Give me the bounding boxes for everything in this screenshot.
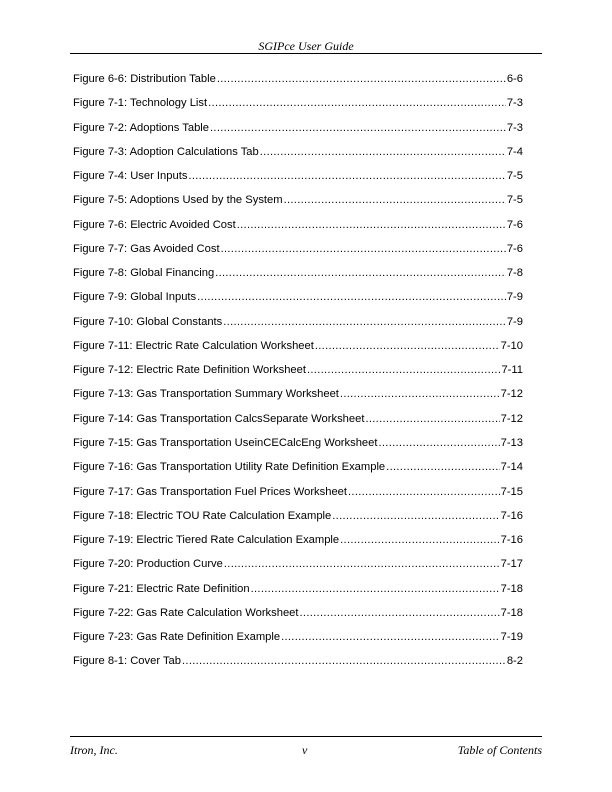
toc-entry-page: 7-12 [500, 388, 523, 401]
toc-entry-page: 7-19 [500, 631, 523, 644]
toc-entry-page: 7-4 [506, 145, 523, 158]
toc-entry[interactable] [73, 219, 523, 243]
toc-entry-label: Figure 6-6: Distribution Table [73, 73, 216, 85]
toc-entry-page: 7-9 [506, 291, 523, 304]
toc-entry-label: Figure 7-4: User Inputs [73, 170, 188, 183]
header-rule [70, 53, 542, 54]
dot-leader [365, 413, 499, 425]
toc-entry[interactable] [73, 486, 523, 510]
toc-entry-page: 7-17 [500, 558, 523, 571]
toc-entry-page: 7-8 [506, 267, 523, 280]
dot-leader [386, 461, 499, 473]
footer-company: Itron, Inc. [70, 743, 118, 757]
dot-leader [260, 146, 506, 158]
toc-entry[interactable] [73, 146, 523, 170]
toc-entry-label: Figure 7-7: Gas Avoided Cost [73, 242, 220, 255]
toc-entry-label: Figure 7-11: Electric Rate Calculation Worksheet [73, 339, 314, 352]
dot-leader [182, 655, 506, 667]
toc-entry-page: 7-16 [500, 534, 523, 547]
toc-entry-label: Figure 7-22: Gas Rate Calculation Worksheet [73, 606, 299, 619]
toc-entry-label: Figure 7-19: Electric Tiered Rate Calculation Example [73, 534, 340, 547]
toc-entry-label: Figure 7-18: Electric TOU Rate Calculation Example [73, 509, 332, 522]
dot-leader [307, 364, 500, 376]
dot-leader [340, 388, 500, 400]
toc-entry-page: 7-15 [500, 485, 523, 498]
toc-entry-page: 7-3 [506, 121, 523, 134]
dot-leader [251, 583, 500, 595]
toc-entry-label: Figure 7-6: Electric Avoided Cost [73, 218, 236, 231]
toc-entry[interactable] [73, 558, 523, 582]
toc-entry-page: 7-18 [500, 582, 523, 595]
toc-entry[interactable] [73, 316, 523, 340]
toc-entry-label: Figure 7-10: Global Constants [73, 315, 223, 328]
dot-leader [221, 243, 506, 255]
dot-leader [217, 73, 506, 85]
toc-entry-label: Figure 7-15: Gas Transportation UseinCECalcEng Worksheet [73, 436, 378, 449]
toc-entry[interactable] [73, 73, 523, 97]
toc-entry[interactable] [73, 510, 523, 534]
toc-entry-page: 8-2 [506, 655, 523, 668]
dot-leader [281, 631, 500, 643]
footer-page-number: v [302, 743, 308, 757]
toc-entry[interactable] [73, 243, 523, 267]
toc-entry[interactable] [73, 267, 523, 291]
dot-leader [188, 170, 505, 182]
toc-entry-page: 7-16 [500, 509, 523, 522]
dot-leader [284, 194, 506, 206]
toc-entry-label: Figure 7-8: Global Financing [73, 267, 215, 280]
dot-leader [378, 437, 499, 449]
toc-entry-page: 7-12 [500, 412, 523, 425]
toc-entry[interactable] [73, 607, 523, 631]
toc-entry[interactable] [73, 583, 523, 607]
toc-entry-page: 7-6 [506, 242, 523, 255]
dot-leader [197, 291, 506, 303]
toc-entry-label: Figure 7-21: Electric Rate Definition [73, 582, 250, 595]
toc-entry-label: Figure 7-9: Global Inputs [73, 291, 197, 304]
toc-entry[interactable] [73, 388, 523, 412]
list-of-figures [73, 73, 523, 680]
toc-entry-page: 7-5 [506, 194, 523, 207]
dot-leader [210, 122, 506, 134]
dot-leader [237, 219, 506, 231]
dot-leader [332, 510, 499, 522]
toc-entry[interactable] [73, 194, 523, 218]
toc-entry-label: Figure 7-5: Adoptions Used by the System [73, 194, 283, 207]
dot-leader [348, 486, 500, 498]
toc-entry-page: 7-5 [506, 170, 523, 183]
toc-entry-page: 7-14 [500, 461, 523, 474]
toc-entry-label: Figure 7-2: Adoptions Table [73, 121, 209, 134]
toc-entry[interactable] [73, 631, 523, 655]
footer-section: Table of Contents [457, 743, 542, 757]
toc-entry-label: Figure 7-14: Gas Transportation CalcsSeparate Worksheet [73, 412, 365, 425]
toc-entry[interactable] [73, 291, 523, 315]
toc-entry-page: 7-3 [506, 97, 523, 110]
toc-entry-label: Figure 7-16: Gas Transportation Utility Rate Definition Example [73, 461, 386, 474]
toc-entry-page: 7-6 [506, 218, 523, 231]
toc-entry[interactable] [73, 461, 523, 485]
dot-leader [215, 267, 506, 279]
toc-entry[interactable] [73, 122, 523, 146]
toc-entry[interactable] [73, 437, 523, 461]
toc-entry-page: 7-9 [506, 315, 523, 328]
toc-entry-label: Figure 7-20: Production Curve [73, 558, 223, 571]
footer-rule [70, 736, 542, 737]
toc-entry-label: Figure 7-1: Technology List [73, 97, 208, 110]
toc-entry-page: 7-18 [500, 606, 523, 619]
toc-entry[interactable] [73, 413, 523, 437]
toc-entry-label: Figure 7-12: Electric Rate Definition Worksheet [73, 364, 306, 377]
dot-leader [224, 558, 500, 570]
dot-leader [300, 607, 500, 619]
dot-leader [223, 316, 506, 328]
toc-entry[interactable] [73, 534, 523, 558]
toc-entry-page: 7-13 [500, 436, 523, 449]
toc-entry[interactable] [73, 97, 523, 121]
toc-entry-label: Figure 7-17: Gas Transportation Fuel Prices Worksheet [73, 485, 348, 498]
toc-entry-page: 7-10 [500, 339, 523, 352]
running-header: SGIPce User Guide [258, 39, 354, 53]
toc-entry[interactable] [73, 340, 523, 364]
dot-leader [208, 97, 506, 109]
dot-leader [315, 340, 500, 352]
toc-entry-page: 7-11 [501, 364, 523, 377]
dot-leader [340, 534, 499, 546]
toc-entry[interactable] [73, 655, 523, 679]
toc-entry-label: Figure 8-1: Cover Tab [73, 655, 181, 668]
toc-entry-label: Figure 7-23: Gas Rate Definition Example [73, 631, 281, 644]
toc-entry[interactable] [73, 364, 523, 388]
toc-entry-page: 6-6 [506, 73, 523, 85]
toc-entry-label: Figure 7-3: Adoption Calculations Tab [73, 145, 259, 158]
toc-entry-label: Figure 7-13: Gas Transportation Summary Worksheet [73, 388, 339, 401]
toc-entry[interactable] [73, 170, 523, 194]
